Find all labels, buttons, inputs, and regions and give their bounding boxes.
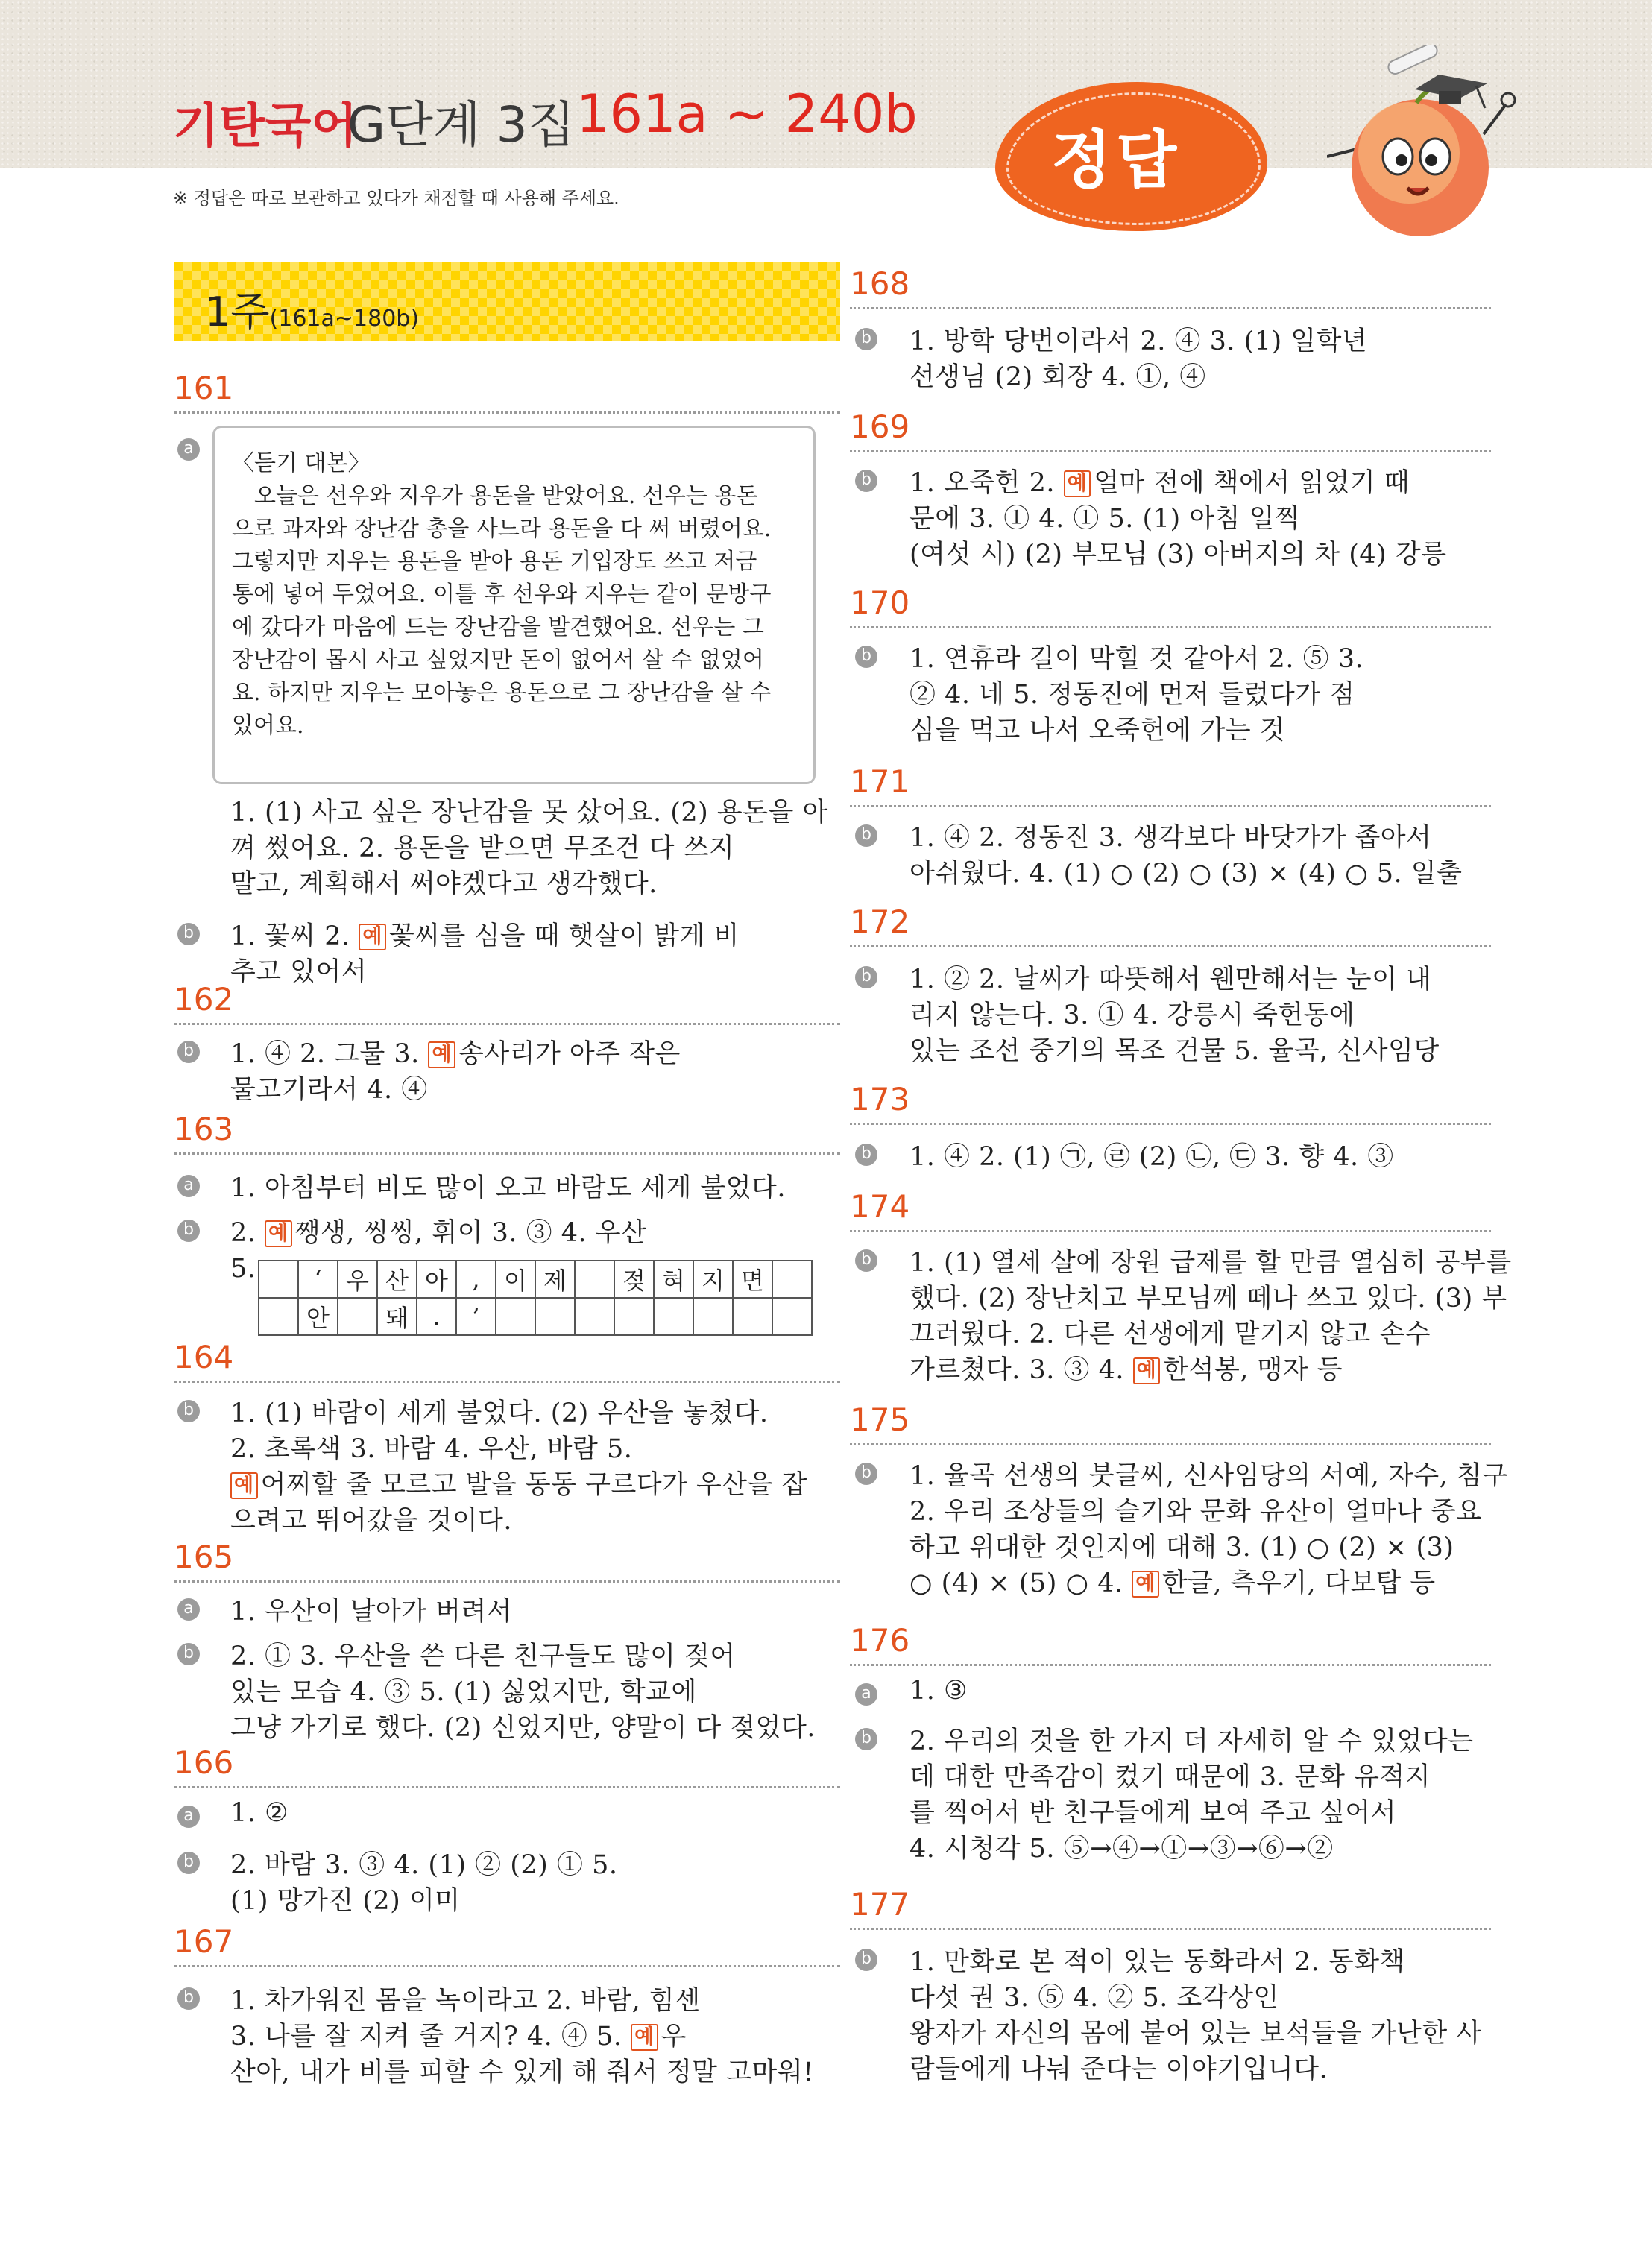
script-line: 통에 넣어 두었어요. 이틀 후 선우와 지우는 같이 문방구 [232,581,772,608]
answer-line: 1. ④ 2. 정동진 3. 생각보다 바닷가가 좁아서 [909,823,1432,853]
question-number-163: 163 [174,1111,234,1147]
answer-line: 1. ③ [909,1676,968,1706]
answer-line: ② 4. 네 5. 정동진에 먼저 들렀다가 점 [909,680,1355,710]
question-number-161: 161 [174,370,234,406]
answer-line: 심을 먹고 나서 오죽헌에 가는 것 [909,716,1286,745]
answer-line: 1. 율곡 선생의 붓글씨, 신사임당의 서예, 자수, 침구 [909,1461,1508,1491]
example-mark: 예 [428,1041,455,1068]
answer-line: 다섯 권 3. ⑤ 4. ② 5. 조각상인 [909,1983,1279,2013]
answer-line: 5. [230,1254,256,1284]
grid-cell: 아 [417,1261,456,1298]
question-number-177: 177 [850,1886,910,1923]
answer-line: 2. 바람 3. ③ 4. (1) ② (2) ① 5. [230,1850,618,1880]
divider [850,626,1491,628]
part-a-badge: a [177,1175,200,1197]
answer-line: 그냥 가기로 했다. (2) 신었지만, 양말이 다 젖었다. [230,1713,816,1743]
question-number-174: 174 [850,1188,910,1225]
part-b-badge: b [177,1643,200,1665]
part-b-badge: b [855,1949,877,1971]
divider [850,1928,1491,1930]
answer-line: 아쉬웠다. 4. (1) ○ (2) ○ (3) × (4) ○ 5. 일출 [909,859,1463,889]
grid-cell: 이 [496,1261,535,1298]
part-b-badge: b [855,328,877,350]
answer-line: 4. 시청각 5. ⑤→④→①→③→⑥→② [909,1834,1334,1864]
part-b-badge: b [855,1463,877,1485]
question-number-170: 170 [850,584,910,621]
grid-cell: 면 [733,1261,772,1298]
part-b-badge: b [855,1144,877,1166]
script-line: 으로 과자와 장난감 총을 사느라 용돈을 다 써 버렸어요. [232,516,772,542]
question-number-167: 167 [174,1923,234,1960]
answer-line: 1. (1) 열세 살에 장원 급제를 할 만큼 열심히 공부를 [909,1248,1512,1278]
grid-cell [338,1298,377,1335]
divider [850,450,1491,452]
answer-line: 2. 우리 조상들의 슬기와 문화 유산이 얼마나 중요 [909,1497,1482,1527]
answer-line: (여섯 시) (2) 부모님 (3) 아버지의 차 (4) 강릉 [909,540,1447,570]
grid-cell: ‘ [298,1261,338,1298]
divider [850,945,1491,947]
grid-cell: 안 [298,1298,338,1335]
answer-line: 물고기라서 4. ④ [230,1075,428,1105]
grid-cell [496,1298,535,1335]
grid-cell: 지 [693,1261,733,1298]
answer-line: 1. 연휴라 길이 막힐 것 같아서 2. ⑤ 3. [909,644,1364,674]
part-a-badge: a [177,1598,200,1621]
part-b-badge: b [177,923,200,945]
question-number-172: 172 [850,904,910,940]
answer-line: 를 찍어서 반 친구들에게 보여 주고 싶어서 [909,1798,1397,1828]
brand-logo: 기탄국어 [173,99,358,154]
answer-line: (1) 망가진 (2) 이미 [230,1886,461,1916]
answer-line: 1. 오죽헌 2. 예 얼마 전에 책에서 읽었기 때 [909,468,1410,498]
divider [850,805,1491,807]
question-number-164: 164 [174,1339,234,1375]
grid-cell [772,1261,812,1298]
answer-line: 2. 우리의 것을 한 가지 더 자세히 알 수 있었다는 [909,1727,1474,1756]
part-b-badge: b [177,1987,200,2010]
divider [174,1152,840,1155]
grid-cell: 돼 [377,1298,417,1335]
answer-line: 1. ④ 2. (1) ㉠, ㉣ (2) ㉡, ㉢ 3. 향 4. ③ [909,1142,1394,1172]
divider [174,1786,840,1788]
answer-line: 말고, 계획해서 써야겠다고 생각했다. [230,869,658,899]
grid-cell [259,1261,298,1298]
answer-line: 문에 3. ① 4. ① 5. (1) 아침 일찍 [909,504,1301,534]
grid-cell: 혀 [654,1261,693,1298]
divider [174,411,840,414]
answer-line: 1. ② [230,1798,289,1828]
answer-line: 1. 만화로 본 적이 있는 동화라서 2. 동화책 [909,1947,1405,1977]
script-line: 있어요. [232,713,304,739]
divider [174,1381,840,1383]
question-number-171: 171 [850,763,910,800]
range-title: 161a ~ 240b [576,83,918,145]
answer-line: 1. 우산이 날아가 버려서 [230,1597,513,1627]
script-label: 〈듣기 대본〉 [232,450,371,476]
answer-line: 1. 아침부터 비도 많이 오고 바람도 세게 불었다. [230,1173,786,1203]
part-b-badge: b [177,1852,200,1874]
answer-line: 했다. (2) 장난치고 부모님께 떼나 쓰고 있다. (3) 부 [909,1284,1507,1314]
answer-title: 정답 [1051,124,1182,197]
answer-line: 1. ② 2. 날씨가 따뜻해서 웬만해서는 눈이 내 [909,965,1432,994]
grid-cell [575,1298,614,1335]
answer-line: 1. 차가워진 몸을 녹이라고 2. 바람, 힘센 [230,1986,701,2016]
week-title: 1주(161a~180b) [205,288,420,335]
script-line: 장난감이 몹시 사고 싶었지만 돈이 없어서 살 수 없었어 [232,647,764,673]
part-a-badge: a [855,1683,877,1706]
part-b-badge: b [855,1728,877,1750]
divider [850,1230,1491,1232]
grid-cell: . [417,1298,456,1335]
answer-line: 1. 꽃씨 2. 예 꽃씨를 심을 때 햇살이 밝게 비 [230,921,740,951]
example-mark: 예 [230,1472,258,1499]
example-mark: 예 [359,924,386,950]
divider [850,1664,1491,1666]
part-b-badge: b [855,1249,877,1272]
example-mark: 예 [1064,470,1091,497]
question-number-169: 169 [850,409,910,445]
answer-line: 2. 예 쨍생, 씽씽, 휘이 3. ③ 4. 우산 [230,1218,647,1248]
answer-line: 1. ④ 2. 그물 3. 예 송사리가 아주 작은 [230,1039,681,1069]
grid-cell [693,1298,733,1335]
example-mark: 예 [1132,1571,1159,1598]
answer-line: 끄러웠다. 2. 다른 선생에게 맡기지 않고 손수 [909,1319,1431,1349]
grid-cell: ’ [456,1298,496,1335]
script-line: 그렇지만 지우는 용돈을 받아 용돈 기입장도 쓰고 저금 [232,549,757,575]
answer-line: 1. (1) 사고 싶은 장난감을 못 샀어요. (2) 용돈을 아 [230,798,828,827]
part-b-badge: b [855,966,877,988]
answer-line: 추고 있어서 [230,957,368,987]
peach-mascot-icon [1327,45,1521,239]
answer-line: 선생님 (2) 회장 4. ①, ④ [909,362,1206,392]
divider [174,1965,840,1967]
part-b-badge: b [177,1041,200,1063]
script-line: 오늘은 선우와 지우가 용돈을 받았어요. 선우는 용돈 [254,483,758,509]
divider [850,1123,1491,1125]
grid-cell: 우 [338,1261,377,1298]
example-mark: 예 [1133,1357,1161,1384]
grid-cell [733,1298,772,1335]
part-b-badge: b [855,824,877,847]
grid-cell [535,1298,575,1335]
answer-line: 1. 방학 당번이라서 2. ④ 3. (1) 일학년 [909,327,1368,356]
divider [850,1443,1491,1445]
answer-line: 데 대한 만족감이 컸기 때문에 3. 문화 유적지 [909,1762,1431,1792]
answer-line: 껴 썼어요. 2. 용돈을 받으면 무조건 다 쓰지 [230,833,735,863]
answer-line: 3. 나를 잘 지켜 줄 거지? 4. ④ 5. 예 우 [230,2022,687,2052]
part-a-badge: a [177,1806,200,1828]
answer-line: 2. ① 3. 우산을 쓴 다른 친구들도 많이 젖어 [230,1642,736,1671]
answer-line: 2. 초록색 3. 바람 4. 우산, 바람 5. [230,1434,633,1464]
part-b-badge: b [855,470,877,492]
example-mark: 예 [631,2024,658,2051]
grid-cell: 젖 [614,1261,654,1298]
divider [174,1580,840,1583]
question-number-173: 173 [850,1081,910,1117]
script-line: 요. 하지만 지우는 모아놓은 용돈으로 그 장난감을 살 수 [232,680,772,706]
question-number-165: 165 [174,1539,234,1575]
level-title: G단계 3집 [347,96,576,154]
grid-cell [654,1298,693,1335]
part-b-badge: b [177,1220,200,1242]
answer-line: 산아, 내가 비를 피할 수 있게 해 줘서 정말 고마워! [230,2057,814,2087]
grid-cell: 제 [535,1261,575,1298]
writing-grid [258,1260,813,1336]
question-number-168: 168 [850,265,910,302]
answer-line: 가르쳤다. 3. ③ 4. 예 한석봉, 맹자 등 [909,1355,1343,1385]
grid-cell [772,1298,812,1335]
divider [850,307,1491,309]
storage-note: ※ 정답은 따로 보관하고 있다가 채점할 때 사용해 주세요. [173,188,620,209]
grid-cell: , [456,1261,496,1298]
part-b-badge: b [855,646,877,668]
script-line: 에 갔다가 마음에 드는 장난감을 발견했어요. 선우는 그 [232,614,764,640]
grid-cell [575,1261,614,1298]
question-number-176: 176 [850,1622,910,1659]
answer-line: 리지 않는다. 3. ① 4. 강릉시 죽헌동에 [909,1000,1355,1030]
part-b-badge: b [177,1400,200,1422]
grid-cell [259,1298,298,1335]
question-number-166: 166 [174,1744,234,1781]
divider [174,1023,840,1025]
question-number-162: 162 [174,981,234,1018]
answer-line: 1. (1) 바람이 세게 불었다. (2) 우산을 놓쳤다. [230,1398,769,1428]
answer-line: 으려고 뛰어갔을 것이다. [230,1506,512,1536]
answer-line: 하고 위대한 것인지에 대해 3. (1) ○ (2) × (3) [909,1533,1454,1562]
grid-cell: 산 [377,1261,417,1298]
example-mark: 예 [265,1220,292,1247]
answer-line: 람들에게 나눠 준다는 이야기입니다. [909,2055,1328,2084]
answer-line: 예 어찌할 줄 모르고 발을 동동 구르다가 우산을 잡 [230,1464,807,1501]
question-number-175: 175 [850,1401,910,1438]
answer-line: 왕자가 자신의 몸에 붙어 있는 보석들을 가난한 사 [909,2019,1482,2049]
answer-line: 있는 모습 4. ③ 5. (1) 싫었지만, 학교에 [230,1677,697,1707]
grid-cell [614,1298,654,1335]
answer-line: 있는 조선 중기의 목조 건물 5. 율곡, 신사임당 [909,1036,1440,1066]
answer-line: ○ (4) × (5) ○ 4. 예 한글, 측우기, 다보탑 등 [909,1568,1436,1598]
part-a-badge: a [177,438,200,461]
